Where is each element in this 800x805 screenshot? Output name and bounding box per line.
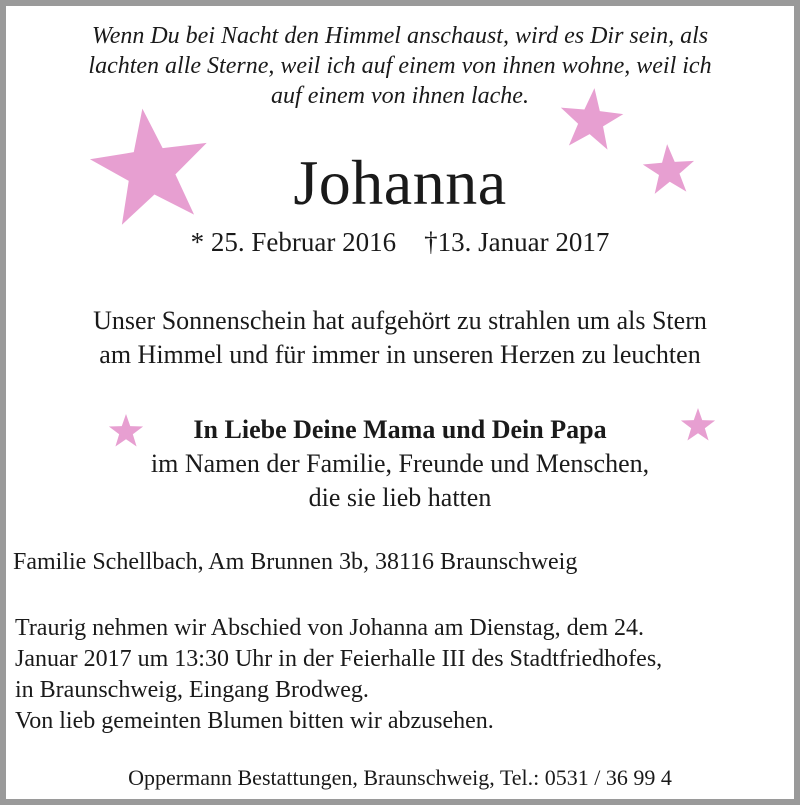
quote <box>6 21 794 111</box>
funeral-service-info <box>15 613 662 737</box>
message-line-1: Unser Sonnenschein hat aufgehört zu strahlen um als Stern <box>93 306 707 335</box>
mourners-block <box>6 413 794 515</box>
message-line-2: am Himmel und für immer in unseren Herzen zu leuchten <box>99 340 701 369</box>
service-line-3: in Braunschweig, Eingang Brodweg. <box>15 677 369 703</box>
quote-line-3: auf einem von ihnen lache. <box>271 83 529 109</box>
family-address: Familie Schellbach, Am Brunnen 3b, 38116 Braunschweig <box>13 549 578 575</box>
mourners-line-3: die sie lieb hatten <box>308 483 492 512</box>
mourners-line-2: im Namen der Familie, Freunde und Menschen, <box>150 449 650 478</box>
birth-date: * 25. Februar 2016 <box>190 227 397 257</box>
life-dates <box>6 225 794 259</box>
mourners-heading: In Liebe Deine Mama und Dein Papa <box>193 415 607 444</box>
deceased-name: Johanna <box>293 147 507 218</box>
quote-line-2: lachten alle Sterne, weil ich auf einem von ihnen wohne, weil ich <box>88 53 712 79</box>
quote-line-1: Wenn Du bei Nacht den Himmel anschaust, wird es Dir sein, als <box>91 23 709 49</box>
death-date: †13. Januar 2017 <box>424 227 610 257</box>
funeral-home-footer: Oppermann Bestattungen, Braunschweig, Tel.: 0531 / 36 99 4 <box>128 765 672 790</box>
service-line-1: Traurig nehmen wir Abschied von Johanna am Dienstag, dem 24. <box>15 615 645 641</box>
service-line-2: Januar 2017 um 13:30 Uhr in der Feierhalle III des Stadtfriedhofes, <box>15 646 663 672</box>
memorial-message <box>6 304 794 372</box>
service-line-4: Von lieb gemeinten Blumen bitten wir abzusehen. <box>15 708 494 734</box>
